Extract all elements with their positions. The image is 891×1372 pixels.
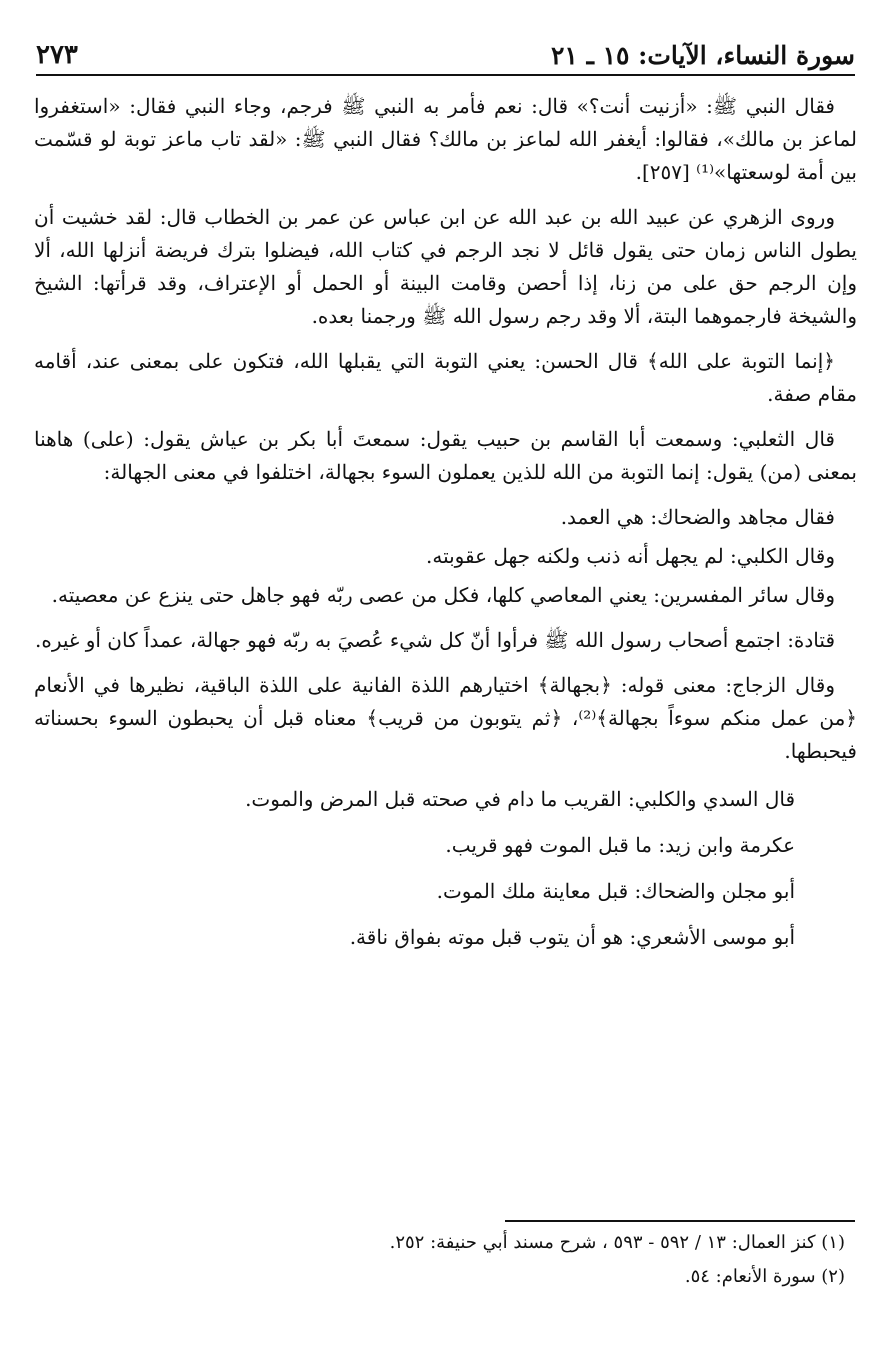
paragraph: وروى الزهري عن عبيد الله بن عبد الله عن ابن عباس عن عمر بن الخطاب قال: لقد خشيت أن يطول الناس زمان حتى يقول قائل لا نجد الرجم في كتاب الله، فيضلوا بترك فريضة أنزلها الله، ألا وإن الرجم حق على من زنا، إذا أحصن وقامت البينة أو الحمل أو الإعتراف، وقد قرأتها: الشيخ والشيخة فارجموهما البتة، ألا وقد رجم رسول الله ﷺ ورجمنا بعده. xyxy=(34,205,857,328)
saying-line: عكرمة وابن زيد: ما قبل الموت فهو قريب. xyxy=(445,833,795,857)
paragraph: ﴿إنما التوبة على الله﴾ قال الحسن: يعني التوبة التي يقبلها الله، فتكون على بمعنى عند، أقامه مقام صفة. xyxy=(34,349,857,406)
paragraph: وقال سائر المفسرين: يعني المعاصي كلها، فكل من عصى ربّه فهو جاهل حتى ينزع عن معصيته. xyxy=(51,583,835,607)
paragraph: قتادة: اجتمع أصحاب رسول الله ﷺ فرأوا أنّ كل شيء عُصيَ به ربّه فهو جهالة، عمداً كان أو غيره. xyxy=(35,628,835,652)
saying-line: قال السدي والكلبي: القريب ما دام في صحته قبل المرض والموت. xyxy=(245,787,795,811)
paragraph: فقال مجاهد والضحاك: هي العمد. xyxy=(560,505,835,529)
footnote: (٢) سورة الأنعام: ٥٤. xyxy=(684,1266,845,1287)
page-header xyxy=(36,26,855,76)
saying-line: أبو مجلن والضحاك: قبل معاينة ملك الموت. xyxy=(436,879,795,903)
paragraph: فقال النبي ﷺ: «أزنيت أنت؟» قال: نعم فأمر به النبي ﷺ فرجم، وجاء النبي فقال: «استغفروا لماعز بن مالك»، فقالوا: أيغفر الله لماعز بن مالك؟ فقال النبي ﷺ: «لقد تاب ماعز توبة لو قسّمت بين أمة لوسعتها»⁽¹⁾ [٢٥٧]. xyxy=(34,94,857,184)
saying-line: أبو موسى الأشعري: هو أن يتوب قبل موته بفواق ناقة. xyxy=(349,925,795,949)
paragraph: وقال الكلبي: لم يجهل أنه ذنب ولكنه جهل عقوبته. xyxy=(425,544,835,568)
footnote-divider xyxy=(505,1220,855,1222)
body-text xyxy=(34,90,857,964)
running-title: سورة النساء، الآيات: ١٥ ـ ٢١ xyxy=(551,41,855,70)
page-number: ٢٧٣ xyxy=(36,40,78,70)
paragraph: وقال الزجاج: معنى قوله: ﴿بجهالة﴾ اختيارهم اللذة الفانية على اللذة الباقية، نظيرها في الأنعام ﴿من عمل منكم سوءاً بجهالة﴾⁽²⁾، ﴿ثم يتوبون من قريب﴾ معناه قبل أن يحبطون السوء بحسناته فيحبطها. xyxy=(34,673,857,763)
footnotes xyxy=(36,1220,855,1294)
footnote: (١) كنز العمال: ١٣ / ٥٩٢ - ٥٩٣ ، شرح مسند أبي حنيفة: ٢٥٢. xyxy=(389,1232,845,1253)
paragraph: قال الثعلبي: وسمعت أبا القاسم بن حبيب يقول: سمعتَ أبا بكر بن عياش يقول: (على) هاهنا بمعنى (من) يقول: إنما التوبة من الله للذين يعملون السوء بجهالة، اختلفوا في معنى الجهالة: xyxy=(34,427,857,484)
